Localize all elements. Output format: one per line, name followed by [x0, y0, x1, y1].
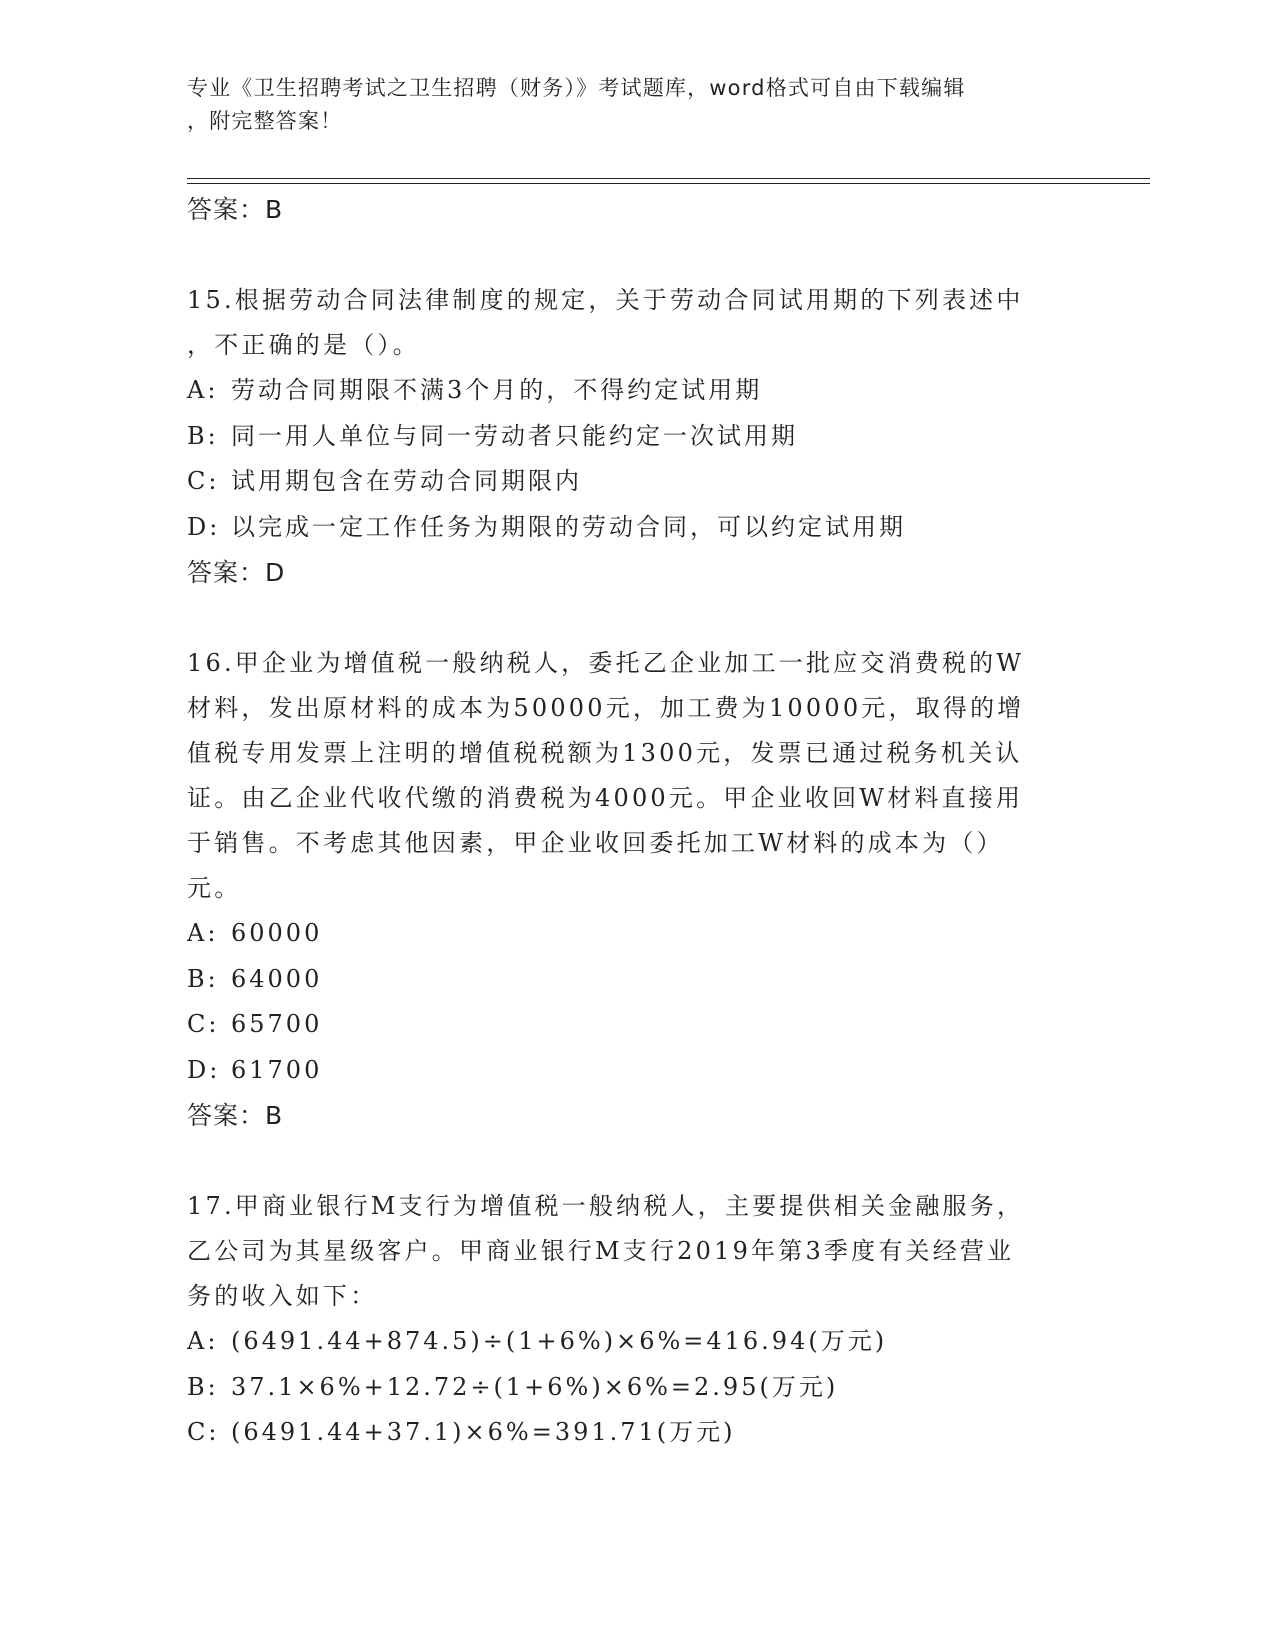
document-header	[187, 72, 1067, 138]
question-16-option-d	[187, 1048, 1087, 1094]
option-text: 37.1×6%+12.72÷(1+6%)×6%=2.95(万元)	[231, 1372, 839, 1401]
question-17	[187, 1184, 1067, 1319]
option-text: 61700	[231, 1055, 323, 1084]
option-text: 64000	[231, 964, 323, 993]
option-label: D:	[187, 1055, 221, 1084]
question-16-stem-3: 值税专用发票上注明的增值税税额为1300元，发票已通过税务机关认	[187, 739, 1023, 767]
question-16	[187, 641, 1067, 911]
option-label: C:	[187, 1418, 220, 1446]
option-text: 劳动合同期限不满3个月的，不得约定试用期	[231, 376, 763, 404]
question-17-stem-3: 务的收入如下：	[187, 1282, 378, 1310]
option-label: B:	[187, 1372, 219, 1401]
option-label: D:	[187, 512, 221, 541]
question-15-stem-2: ，不正确的是（）。	[187, 331, 420, 359]
question-17-option-c	[187, 1410, 1087, 1456]
option-label: A:	[187, 1327, 219, 1355]
header-rule-bottom	[187, 183, 1150, 184]
question-16-option-a	[187, 911, 1087, 957]
header-line-1: 专业《卫生招聘考试之卫生招聘（财务）》考试题库，word格式可自由下载编辑	[187, 76, 966, 100]
question-16-stem-6: 元。	[187, 874, 242, 902]
question-16-stem-1: 16.甲企业为增值税一般纳税人，委托乙企业加工一批应交消费税的W	[187, 649, 1025, 677]
option-label: B:	[187, 964, 219, 993]
header-rule-top	[187, 178, 1150, 179]
option-text: 65700	[231, 1010, 323, 1038]
option-text: 同一用人单位与同一劳动者只能约定一次试用期	[231, 421, 798, 450]
question-16-option-b	[187, 957, 1087, 1003]
option-label: A:	[187, 919, 219, 947]
option-label: A:	[187, 376, 219, 404]
question-15-option-c	[187, 459, 1087, 505]
question-17-stem-2: 乙公司为其星级客户。甲商业银行M支行2019年第3季度有关经营业	[187, 1237, 1015, 1265]
option-text: 以完成一定工作任务为期限的劳动合同，可以约定试用期	[231, 512, 906, 541]
header-line-2: ，附完整答案！	[187, 109, 343, 133]
question-16-option-c	[187, 1002, 1087, 1048]
question-15-option-a	[187, 368, 1087, 414]
document-body	[187, 187, 1087, 1456]
answer-16: 答案：B	[187, 1101, 284, 1130]
option-text: (6491.44+37.1)×6%=391.71(万元)	[231, 1418, 736, 1446]
option-label: C:	[187, 467, 220, 495]
question-17-stem-1: 17.甲商业银行M支行为增值税一般纳税人，主要提供相关金融服务，	[187, 1192, 1025, 1220]
option-text: (6491.44+874.5)÷(1+6%)×6%=416.94(万元)	[231, 1327, 888, 1355]
question-15-option-d	[187, 505, 1087, 551]
question-15-option-b	[187, 414, 1087, 460]
question-17-option-a	[187, 1319, 1087, 1365]
answer-15: 答案：D	[187, 558, 286, 587]
question-16-stem-5: 于销售。不考虑其他因素，甲企业收回委托加工W材料的成本为（）	[187, 829, 1004, 857]
option-text: 60000	[231, 919, 323, 947]
option-label: C:	[187, 1010, 220, 1038]
question-16-stem-2: 材料，发出原材料的成本为50000元，加工费为10000元，取得的增	[187, 694, 1025, 722]
question-15-stem-1: 15.根据劳动合同法律制度的规定，关于劳动合同试用期的下列表述中	[187, 286, 1024, 314]
answer-14: 答案：B	[187, 195, 284, 224]
option-text: 试用期包含在劳动合同期限内	[231, 467, 582, 495]
question-15	[187, 278, 1067, 368]
option-label: B:	[187, 421, 219, 450]
question-17-option-b	[187, 1365, 1087, 1411]
question-16-stem-4: 证。由乙企业代收代缴的消费税为4000元。甲企业收回W材料直接用	[187, 784, 1024, 812]
